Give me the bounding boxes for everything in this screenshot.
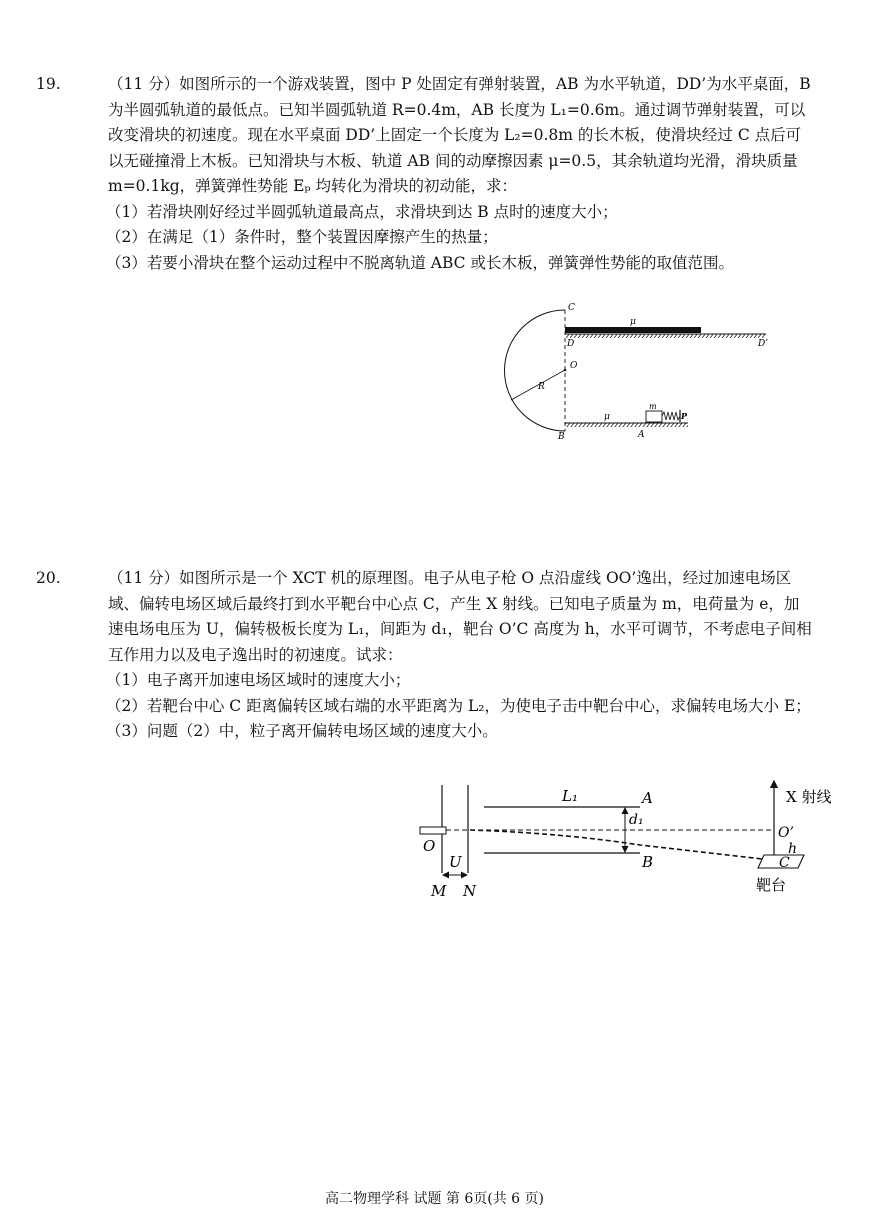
label-xray: X 射线	[786, 788, 832, 806]
spring	[662, 412, 680, 420]
label-A: A	[638, 430, 645, 440]
page-footer: 高二物理学科 试题 第 6页(共 6 页)	[325, 1191, 544, 1207]
label-M: M	[431, 882, 447, 900]
sub-question-2: （2）在满足（1）条件时，整个装置因摩擦产生的热量；	[106, 228, 498, 246]
question-number: 19.	[36, 75, 61, 93]
label-O-prime: O’	[778, 825, 794, 841]
sub-question-1: （1）若滑块刚好经过半圆弧轨道最高点，求滑块到达 B 点时的速度大小；	[106, 202, 618, 221]
label-A: A	[642, 789, 653, 807]
question-stem: （11 分）如图所示是一个 XCT 机的原理图。电子从电子枪 O 点沿虚线 OO’逸出，经过加速电场区域、偏转电场区域后最终打到水平靶台中心点 C，产生 X 射线。已知电子质量为 m，电荷量为 e，加速电场电压为 U，偏转极板长度为 L₁，间距为 d₁，靶台 O’C 高度为 h，水平可调节，不考虑电子间相互作用力以及电子逸出时的初速度。试求：	[108, 569, 812, 664]
sub-question-3: （3）若要小滑块在整个运动过程中不脱离轨道 ABC 或长木板，弹簧弹性势能的取值范围。	[106, 253, 734, 272]
sub-question-3: （3）问题（2）中，粒子离开偏转电场区域的速度大小。	[106, 722, 498, 740]
label-C: C	[568, 303, 575, 313]
label-U: U	[449, 853, 462, 871]
electron-gun	[420, 827, 446, 834]
figure-19-loop-track	[490, 298, 790, 448]
label-d1: d₁	[629, 812, 644, 828]
label-R: R	[538, 382, 545, 392]
figure-20-xct-schematic	[412, 775, 842, 905]
question-number: 20.	[36, 569, 61, 587]
label-mu-plank: μ	[630, 317, 636, 327]
label-O: O	[423, 837, 436, 855]
question-20	[36, 566, 812, 745]
label-P: P	[681, 411, 688, 421]
label-mu-track: μ	[604, 412, 610, 422]
long-plank	[565, 327, 701, 333]
label-C: C	[779, 855, 790, 871]
question-19	[36, 72, 812, 276]
sub-question-1: （1）电子离开加速电场区域时的速度大小；	[106, 671, 411, 689]
slider-block	[646, 411, 662, 422]
label-B: B	[642, 853, 654, 871]
sub-question-2: （2）若靶台中心 C 距离偏转区域右端的水平距离为 L₂，为使电子击中靶台中心，求偏转电场大小 E；	[106, 696, 811, 715]
label-O: O	[570, 361, 578, 371]
label-N: N	[463, 882, 477, 900]
label-B: B	[558, 432, 565, 442]
semicircle-track	[505, 310, 566, 431]
label-m: m	[649, 402, 657, 411]
label-D-prime: D’	[758, 339, 769, 349]
label-target: 靶台	[756, 876, 787, 894]
question-stem: （11 分）如图所示的一个游戏装置，图中 P 处固定有弹射装置，AB 为水平轨道，DD’为水平桌面，B 为半圆弧轨道的最低点。已知半圆弧轨道 R=0.4m，AB 长度为 L₁=0.6m。通过调节弹射装置，可以改变滑块的初速度。现在水平桌面 DD’上固定一个长度为 L₂=0.8m 的长木板，使滑块经过 C 点后可以无碰撞滑上木板。已知滑块与木板、轨道 AB 间的动摩擦因素 μ=0.5，其余轨道均光滑，滑块质量 m=0.1kg，弹簧弹性势能 Eₚ 均转化为滑块的初动能，求：	[108, 75, 811, 195]
label-h: h	[788, 841, 798, 857]
label-D: D	[567, 339, 575, 349]
label-L1: L₁	[562, 787, 578, 805]
